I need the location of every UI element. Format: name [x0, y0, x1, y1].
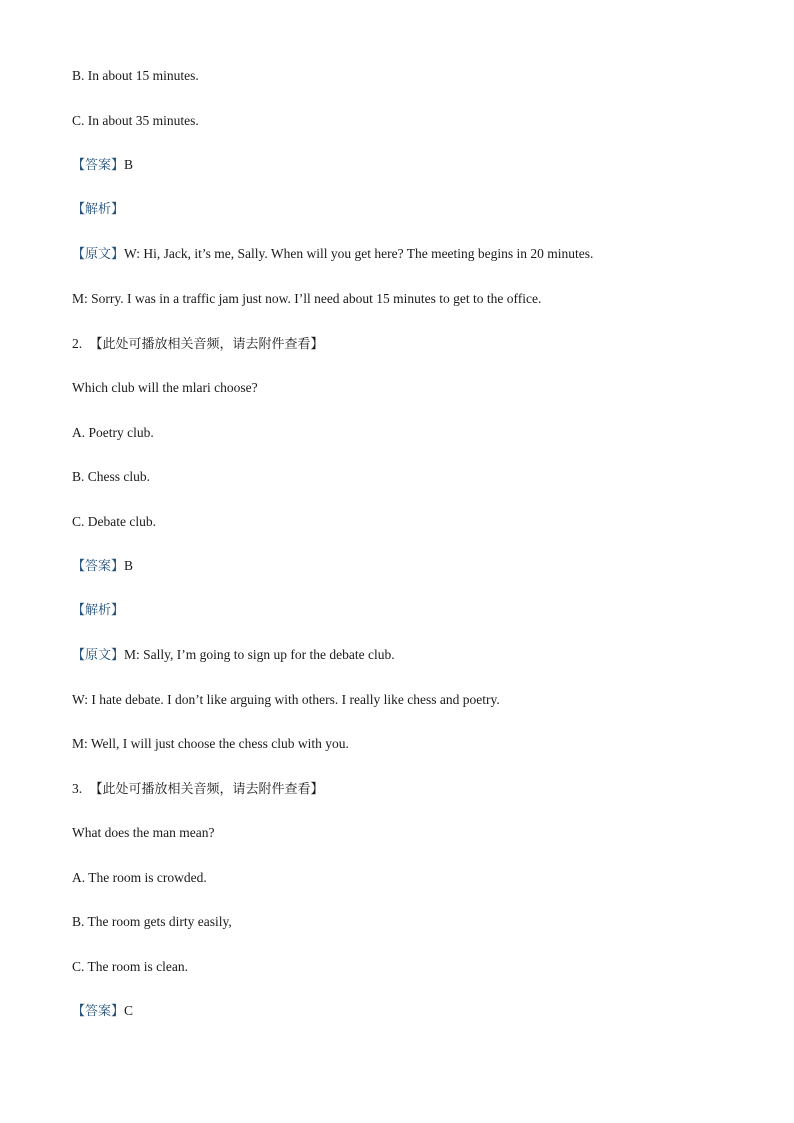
answer-value: C: [124, 1003, 134, 1018]
q3-option-b: B. The room gets dirty easily,: [72, 914, 232, 929]
transcript-text: M: Sally, I’m going to sign up for the debate club.: [124, 647, 395, 662]
q1-transcript-2: M: Sorry. I was in a traffic jam just now. I’ll need about 15 minutes to get to the office.: [72, 291, 542, 306]
audio-note: 【此处可播放相关音频，请去附件查看】: [89, 337, 324, 352]
q1-answer: [72, 156, 133, 175]
answer-value: B: [124, 157, 134, 172]
question-number: 3.: [72, 781, 83, 796]
answer-tag: 【答案】: [72, 158, 125, 173]
transcript-text: W: Hi, Jack, it’s me, Sally. When will you get here? The meeting begins in 20 minutes.: [124, 246, 594, 261]
q2-option-c: C. Debate club.: [72, 514, 156, 529]
q2-option-a: A. Poetry club.: [72, 425, 154, 440]
q2-analysis-heading: 【解析】: [72, 603, 125, 618]
q2-answer: [72, 557, 133, 576]
q2-option-b: B. Chess club.: [72, 469, 151, 484]
answer-tag: 【答案】: [72, 559, 125, 574]
q1-option-b: B. In about 15 minutes.: [72, 68, 199, 83]
answer-value: B: [124, 558, 134, 573]
original-tag: 【原文】: [72, 247, 125, 262]
q1-option-c: C. In about 35 minutes.: [72, 113, 199, 128]
q3-option-c: C. The room is clean.: [72, 959, 188, 974]
audio-note: 【此处可播放相关音频，请去附件查看】: [89, 782, 324, 797]
q2-transcript-1: [72, 646, 395, 665]
q3-answer: [72, 1002, 133, 1021]
q2-transcript-2: W: I hate debate. I don’t like arguing with others. I really like chess and poetry.: [72, 692, 500, 707]
q2-header: [72, 335, 324, 354]
q2-transcript-3: M: Well, I will just choose the chess club with you.: [72, 736, 349, 751]
q3-header: [72, 780, 324, 799]
q3-question: What does the man mean?: [72, 825, 215, 840]
answer-tag: 【答案】: [72, 1004, 125, 1019]
q1-transcript-1: [72, 245, 593, 264]
original-tag: 【原文】: [72, 648, 125, 663]
q1-analysis-heading: 【解析】: [72, 202, 125, 217]
q3-option-a: A. The room is crowded.: [72, 870, 207, 885]
question-number: 2.: [72, 336, 83, 351]
q2-question: Which club will the mlari choose?: [72, 380, 258, 395]
